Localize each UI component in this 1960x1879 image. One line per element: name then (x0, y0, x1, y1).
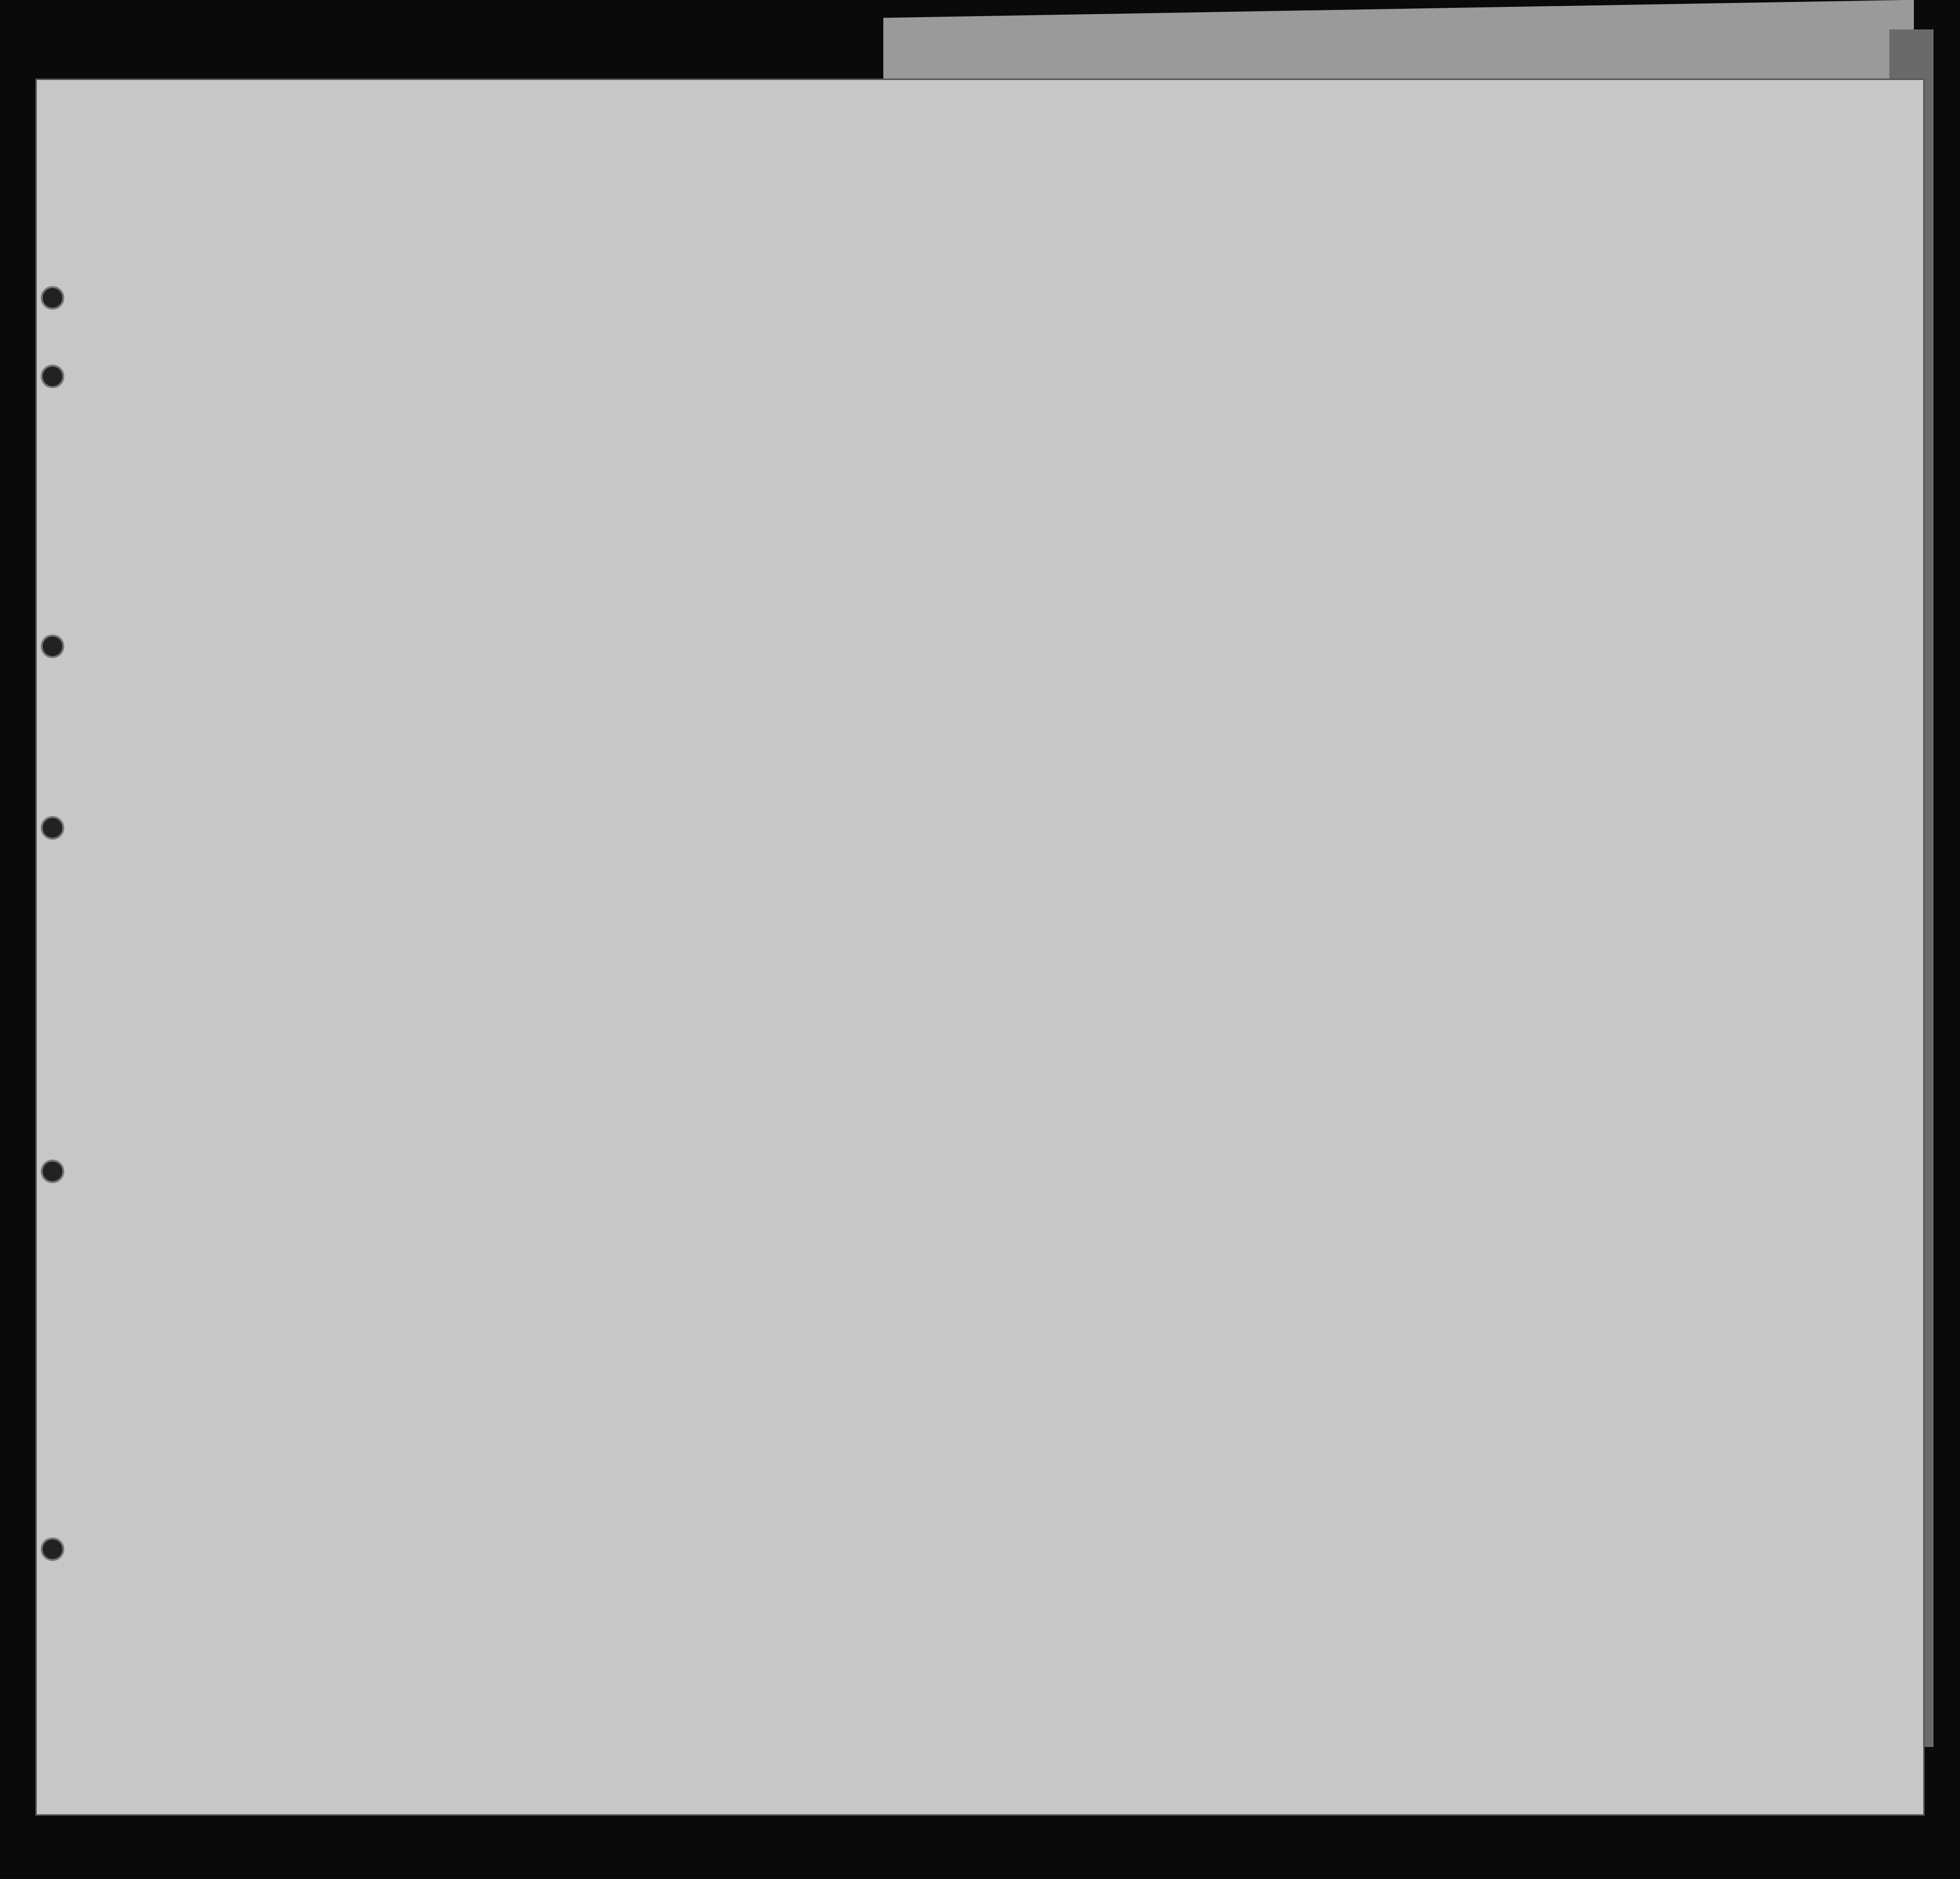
manifest-sheet (35, 79, 1925, 1816)
manifest-table (37, 80, 1926, 1817)
